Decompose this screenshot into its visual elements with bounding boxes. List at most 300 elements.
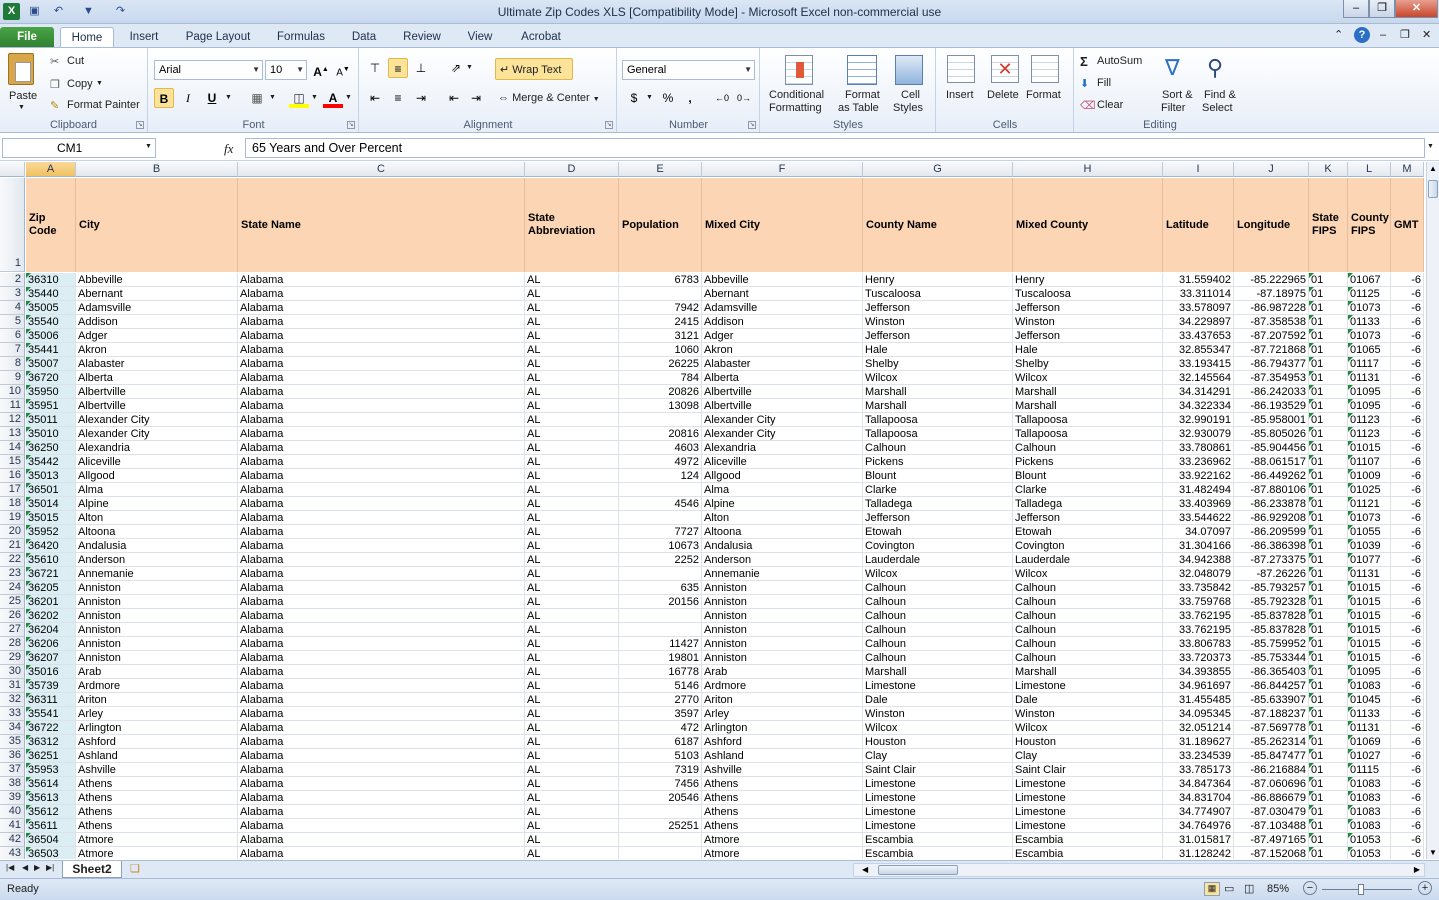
table-cell[interactable] — [863, 679, 1013, 693]
table-cell[interactable] — [525, 553, 619, 567]
table-cell[interactable] — [76, 581, 238, 595]
table-cell[interactable] — [1391, 609, 1424, 623]
find-select-icon[interactable]: ⚲ — [1207, 55, 1224, 80]
row-header[interactable]: 1 — [0, 178, 25, 272]
table-cell[interactable] — [26, 623, 76, 637]
table-cell[interactable] — [26, 777, 76, 791]
row-header[interactable]: 19 — [0, 511, 25, 525]
table-cell[interactable] — [26, 721, 76, 735]
table-cell[interactable] — [1309, 665, 1348, 679]
row-header[interactable]: 28 — [0, 637, 25, 651]
table-cell[interactable] — [1348, 595, 1391, 609]
table-cell[interactable] — [1163, 539, 1234, 553]
row-header[interactable]: 30 — [0, 665, 25, 679]
table-cell[interactable] — [1348, 371, 1391, 385]
table-cell[interactable] — [1013, 399, 1163, 413]
table-cell[interactable] — [702, 511, 863, 525]
tab-data[interactable]: Data — [351, 31, 377, 43]
table-cell[interactable] — [525, 679, 619, 693]
table-cell[interactable] — [238, 483, 525, 497]
zoom-in-icon[interactable]: + — [1418, 881, 1432, 895]
table-cell[interactable] — [1391, 581, 1424, 595]
table-cell[interactable] — [619, 469, 702, 483]
table-cell[interactable] — [238, 441, 525, 455]
table-cell[interactable] — [238, 511, 525, 525]
table-cell[interactable] — [1309, 553, 1348, 567]
table-cell[interactable] — [1234, 455, 1309, 469]
table-cell[interactable] — [1163, 273, 1234, 287]
table-cell[interactable] — [1348, 819, 1391, 833]
table-cell[interactable] — [1348, 777, 1391, 791]
table-cell[interactable] — [26, 483, 76, 497]
align-center-icon[interactable]: ≡ — [394, 91, 402, 105]
sheet-tab-sheet2[interactable]: Sheet2 — [62, 861, 122, 878]
table-cell[interactable] — [863, 553, 1013, 567]
copy-button[interactable]: Copy — [67, 78, 93, 90]
column-header[interactable]: H — [1013, 162, 1163, 177]
table-cell[interactable] — [238, 427, 525, 441]
table-cell[interactable] — [1013, 805, 1163, 819]
table-cell[interactable] — [1391, 553, 1424, 567]
table-cell[interactable] — [619, 763, 702, 777]
table-cell[interactable] — [1234, 609, 1309, 623]
table-cell[interactable] — [619, 413, 702, 427]
table-cell[interactable] — [863, 595, 1013, 609]
cell-styles-icon[interactable] — [895, 55, 923, 85]
table-cell[interactable] — [619, 483, 702, 497]
alignment-launcher-icon[interactable]: ↘ — [606, 122, 612, 128]
borders-dropdown-icon[interactable]: ▼ — [269, 94, 276, 101]
table-cell[interactable] — [863, 273, 1013, 287]
table-cell[interactable] — [525, 371, 619, 385]
table-cell[interactable] — [1391, 371, 1424, 385]
table-cell[interactable] — [26, 665, 76, 679]
table-cell[interactable] — [238, 413, 525, 427]
table-cell[interactable] — [76, 399, 238, 413]
table-cell[interactable] — [1391, 679, 1424, 693]
table-cell[interactable] — [702, 553, 863, 567]
restore-button[interactable]: ❐ — [1369, 0, 1395, 18]
table-cell[interactable] — [1013, 595, 1163, 609]
table-cell[interactable] — [238, 301, 525, 315]
copy-dropdown-icon[interactable]: ▼ — [96, 80, 103, 87]
table-cell[interactable] — [1234, 469, 1309, 483]
table-cell[interactable] — [1391, 763, 1424, 777]
table-cell[interactable] — [863, 441, 1013, 455]
table-cell[interactable] — [702, 693, 863, 707]
table-cell[interactable] — [1013, 777, 1163, 791]
table-cell[interactable] — [525, 833, 619, 847]
table-cell[interactable] — [1348, 315, 1391, 329]
table-cell[interactable] — [1163, 525, 1234, 539]
cut-button[interactable]: Cut — [67, 55, 85, 67]
row-header[interactable]: 20 — [0, 525, 25, 539]
table-cell[interactable] — [863, 805, 1013, 819]
table-cell[interactable] — [1309, 623, 1348, 637]
table-cell[interactable] — [1234, 525, 1309, 539]
table-cell[interactable] — [1163, 287, 1234, 301]
table-cell[interactable] — [26, 315, 76, 329]
table-cell[interactable] — [1013, 609, 1163, 623]
tab-view[interactable]: View — [467, 31, 493, 43]
row-header[interactable]: 21 — [0, 539, 25, 553]
table-cell[interactable] — [525, 343, 619, 357]
table-cell[interactable] — [26, 455, 76, 469]
table-cell[interactable] — [76, 385, 238, 399]
table-cell[interactable] — [1391, 623, 1424, 637]
table-cell[interactable] — [525, 567, 619, 581]
table-cell[interactable] — [238, 581, 525, 595]
delete-cells-icon[interactable]: ✕ — [991, 55, 1019, 83]
clear-icon[interactable]: ⌫ — [1080, 100, 1096, 112]
find-select-line1[interactable]: Find & — [1204, 89, 1236, 101]
merge-center-button[interactable] — [498, 92, 600, 104]
increase-indent-icon[interactable]: ⇥ — [470, 91, 482, 105]
table-cell[interactable] — [1348, 413, 1391, 427]
table-cell[interactable] — [619, 273, 702, 287]
table-cell[interactable] — [1391, 343, 1424, 357]
table-cell[interactable] — [1163, 567, 1234, 581]
table-cell[interactable] — [1391, 329, 1424, 343]
table-cell[interactable] — [1163, 343, 1234, 357]
row-header[interactable]: 42 — [0, 833, 25, 847]
table-cell[interactable] — [1309, 777, 1348, 791]
expand-formula-bar-icon[interactable]: ▼ — [1427, 143, 1434, 150]
table-cell[interactable] — [238, 497, 525, 511]
table-cell[interactable] — [619, 791, 702, 805]
table-cell[interactable] — [525, 581, 619, 595]
last-sheet-icon[interactable]: ▶| — [46, 863, 55, 872]
table-cell[interactable] — [1234, 819, 1309, 833]
table-cell[interactable] — [702, 371, 863, 385]
table-cell[interactable] — [619, 539, 702, 553]
table-cell[interactable] — [76, 455, 238, 469]
table-cell[interactable] — [1013, 707, 1163, 721]
tab-home[interactable]: Home — [60, 27, 114, 48]
column-header[interactable]: K — [1309, 162, 1348, 177]
table-cell[interactable] — [26, 273, 76, 287]
row-header[interactable]: 12 — [0, 413, 25, 427]
underline-button[interactable]: U — [207, 91, 217, 105]
table-cell[interactable] — [1391, 847, 1424, 859]
table-cell[interactable] — [1391, 567, 1424, 581]
table-cell[interactable] — [525, 749, 619, 763]
table-cell[interactable] — [863, 581, 1013, 595]
table-cell[interactable] — [1234, 791, 1309, 805]
table-cell[interactable] — [525, 497, 619, 511]
table-cell[interactable] — [26, 329, 76, 343]
italic-button[interactable]: I — [186, 91, 190, 105]
table-cell[interactable] — [1013, 441, 1163, 455]
table-cell[interactable] — [1348, 581, 1391, 595]
table-cell[interactable] — [863, 427, 1013, 441]
row-header[interactable]: 38 — [0, 777, 25, 791]
table-cell[interactable] — [1309, 707, 1348, 721]
table-cell[interactable] — [1391, 665, 1424, 679]
paste-icon[interactable] — [8, 53, 34, 85]
table-cell[interactable] — [1234, 427, 1309, 441]
table-cell[interactable] — [1348, 455, 1391, 469]
table-cell[interactable] — [1348, 329, 1391, 343]
workbook-minimize-button[interactable]: – — [1380, 29, 1387, 41]
find-select-line2[interactable]: Select — [1202, 102, 1233, 114]
table-cell[interactable] — [1013, 833, 1163, 847]
table-cell[interactable] — [1163, 791, 1234, 805]
header-cell[interactable]: Latitude — [1163, 178, 1234, 272]
table-cell[interactable] — [1013, 273, 1163, 287]
table-cell[interactable] — [26, 735, 76, 749]
table-cell[interactable] — [1348, 735, 1391, 749]
scroll-left-icon[interactable]: ◀ — [862, 865, 869, 874]
table-cell[interactable] — [863, 609, 1013, 623]
table-cell[interactable] — [76, 735, 238, 749]
horizontal-scrollbar[interactable] — [853, 863, 1425, 877]
table-cell[interactable] — [863, 637, 1013, 651]
table-cell[interactable] — [26, 301, 76, 315]
table-cell[interactable] — [619, 721, 702, 735]
table-cell[interactable] — [525, 315, 619, 329]
table-cell[interactable] — [1348, 385, 1391, 399]
row-header[interactable]: 36 — [0, 749, 25, 763]
scroll-right-icon[interactable]: ▶ — [1413, 865, 1420, 874]
save-icon[interactable]: ▣ — [29, 5, 40, 17]
autosum-button[interactable]: AutoSum — [1097, 55, 1143, 67]
table-cell[interactable] — [619, 595, 702, 609]
table-cell[interactable] — [1309, 273, 1348, 287]
table-cell[interactable] — [26, 581, 76, 595]
table-cell[interactable] — [525, 623, 619, 637]
table-cell[interactable] — [863, 693, 1013, 707]
tab-insert[interactable]: Insert — [129, 31, 159, 43]
table-cell[interactable] — [619, 777, 702, 791]
worksheet-grid[interactable] — [0, 162, 1426, 859]
column-header[interactable]: G — [863, 162, 1013, 177]
table-cell[interactable] — [702, 357, 863, 371]
orientation-dropdown-icon[interactable]: ▼ — [466, 64, 473, 71]
formula-input[interactable]: 65 Years and Over Percent — [245, 138, 1425, 158]
table-cell[interactable] — [238, 567, 525, 581]
table-cell[interactable] — [525, 805, 619, 819]
increase-decimal-icon[interactable]: ←0 — [714, 93, 729, 103]
column-header[interactable]: C — [238, 162, 525, 177]
table-cell[interactable] — [1309, 581, 1348, 595]
table-cell[interactable] — [1234, 357, 1309, 371]
table-cell[interactable] — [76, 301, 238, 315]
table-cell[interactable] — [76, 819, 238, 833]
table-cell[interactable] — [619, 525, 702, 539]
table-cell[interactable] — [1309, 651, 1348, 665]
header-cell[interactable]: State Abbreviation — [525, 178, 619, 272]
insert-function-icon[interactable]: fx — [224, 141, 234, 156]
row-header[interactable]: 40 — [0, 805, 25, 819]
table-cell[interactable] — [525, 483, 619, 497]
table-cell[interactable] — [1234, 581, 1309, 595]
table-cell[interactable] — [702, 581, 863, 595]
table-cell[interactable] — [863, 777, 1013, 791]
table-cell[interactable] — [26, 497, 76, 511]
table-cell[interactable] — [1391, 791, 1424, 805]
prev-sheet-icon[interactable]: ◀ — [22, 863, 29, 872]
table-cell[interactable] — [238, 287, 525, 301]
row-header[interactable]: 34 — [0, 721, 25, 735]
table-cell[interactable] — [1348, 539, 1391, 553]
number-format-select[interactable]: General ▼ — [622, 60, 755, 80]
table-cell[interactable] — [1163, 777, 1234, 791]
table-cell[interactable] — [619, 581, 702, 595]
table-cell[interactable] — [1234, 315, 1309, 329]
table-cell[interactable] — [26, 609, 76, 623]
table-cell[interactable] — [1391, 721, 1424, 735]
table-cell[interactable] — [1309, 819, 1348, 833]
conditional-formatting-icon[interactable] — [785, 55, 813, 85]
row-header[interactable]: 22 — [0, 553, 25, 567]
table-cell[interactable] — [525, 287, 619, 301]
fill-color-dropdown-icon[interactable]: ▼ — [311, 94, 318, 101]
format-painter-icon[interactable]: ✎ — [50, 100, 60, 112]
table-cell[interactable] — [863, 819, 1013, 833]
table-cell[interactable] — [238, 847, 525, 859]
table-cell[interactable] — [1013, 651, 1163, 665]
format-as-table-line1[interactable]: Format — [845, 89, 880, 101]
table-cell[interactable] — [76, 833, 238, 847]
table-cell[interactable] — [238, 777, 525, 791]
table-cell[interactable] — [863, 371, 1013, 385]
table-cell[interactable] — [619, 497, 702, 511]
table-cell[interactable] — [1348, 399, 1391, 413]
select-all-corner[interactable] — [0, 162, 25, 177]
table-cell[interactable] — [702, 791, 863, 805]
row-header[interactable]: 25 — [0, 595, 25, 609]
row-header[interactable]: 14 — [0, 441, 25, 455]
table-cell[interactable] — [238, 469, 525, 483]
table-cell[interactable] — [702, 609, 863, 623]
table-cell[interactable] — [863, 651, 1013, 665]
header-cell[interactable]: Mixed City — [702, 178, 863, 272]
table-cell[interactable] — [76, 343, 238, 357]
row-header[interactable]: 16 — [0, 469, 25, 483]
table-cell[interactable] — [1348, 707, 1391, 721]
table-cell[interactable] — [1234, 553, 1309, 567]
table-cell[interactable] — [1391, 315, 1424, 329]
table-cell[interactable] — [702, 665, 863, 679]
format-painter-button[interactable]: Format Painter — [67, 99, 140, 111]
table-cell[interactable] — [1234, 329, 1309, 343]
clipboard-launcher-icon[interactable]: ↘ — [137, 122, 143, 128]
table-cell[interactable] — [1013, 763, 1163, 777]
table-cell[interactable] — [1348, 693, 1391, 707]
table-cell[interactable] — [1348, 721, 1391, 735]
row-header[interactable]: 7 — [0, 343, 25, 357]
table-cell[interactable] — [702, 833, 863, 847]
table-cell[interactable] — [76, 469, 238, 483]
table-cell[interactable] — [1391, 413, 1424, 427]
table-cell[interactable] — [76, 665, 238, 679]
table-cell[interactable] — [1309, 539, 1348, 553]
clear-button[interactable]: Clear — [1097, 99, 1124, 111]
table-cell[interactable] — [26, 385, 76, 399]
table-cell[interactable] — [76, 371, 238, 385]
table-cell[interactable] — [1391, 707, 1424, 721]
table-cell[interactable] — [1234, 371, 1309, 385]
row-header[interactable]: 43 — [0, 847, 25, 859]
table-cell[interactable] — [1163, 805, 1234, 819]
decrease-decimal-icon[interactable]: 0→ — [736, 93, 751, 103]
table-cell[interactable] — [1348, 791, 1391, 805]
table-cell[interactable] — [76, 539, 238, 553]
table-cell[interactable] — [238, 623, 525, 637]
header-cell[interactable]: Zip Code — [26, 178, 76, 272]
table-cell[interactable] — [76, 553, 238, 567]
table-cell[interactable] — [76, 609, 238, 623]
table-cell[interactable] — [1309, 721, 1348, 735]
table-cell[interactable] — [238, 609, 525, 623]
table-cell[interactable] — [619, 693, 702, 707]
table-cell[interactable] — [619, 343, 702, 357]
table-cell[interactable] — [1391, 693, 1424, 707]
ribbon-minimize-icon[interactable]: ⌃ — [1334, 29, 1344, 41]
table-cell[interactable] — [1391, 749, 1424, 763]
table-cell[interactable] — [702, 413, 863, 427]
table-cell[interactable] — [863, 833, 1013, 847]
table-cell[interactable] — [26, 805, 76, 819]
font-size-select[interactable]: 10 ▼ — [265, 60, 307, 80]
table-cell[interactable] — [863, 763, 1013, 777]
table-cell[interactable] — [1391, 301, 1424, 315]
align-left-icon[interactable]: ⇤ — [369, 91, 381, 105]
table-cell[interactable] — [619, 623, 702, 637]
tab-acrobat[interactable]: Acrobat — [521, 31, 561, 43]
table-cell[interactable] — [525, 693, 619, 707]
table-cell[interactable] — [1013, 525, 1163, 539]
table-cell[interactable] — [702, 721, 863, 735]
table-cell[interactable] — [1163, 357, 1234, 371]
table-cell[interactable] — [76, 497, 238, 511]
table-cell[interactable] — [702, 623, 863, 637]
table-cell[interactable] — [238, 329, 525, 343]
table-cell[interactable] — [1348, 301, 1391, 315]
table-cell[interactable] — [26, 357, 76, 371]
table-cell[interactable] — [1163, 399, 1234, 413]
table-cell[interactable] — [1013, 721, 1163, 735]
conditional-formatting-line2[interactable]: Formatting — [769, 102, 822, 114]
table-cell[interactable] — [1391, 595, 1424, 609]
table-cell[interactable] — [26, 427, 76, 441]
table-cell[interactable] — [1309, 469, 1348, 483]
table-cell[interactable] — [1163, 637, 1234, 651]
table-cell[interactable] — [76, 357, 238, 371]
table-cell[interactable] — [1234, 637, 1309, 651]
header-cell[interactable]: State FIPS — [1309, 178, 1348, 272]
help-icon[interactable]: ? — [1354, 27, 1370, 43]
table-cell[interactable] — [1234, 735, 1309, 749]
table-cell[interactable] — [76, 679, 238, 693]
table-cell[interactable] — [863, 511, 1013, 525]
row-header[interactable]: 13 — [0, 427, 25, 441]
column-header[interactable]: E — [619, 162, 702, 177]
table-cell[interactable] — [1163, 329, 1234, 343]
table-cell[interactable] — [619, 735, 702, 749]
table-cell[interactable] — [1348, 749, 1391, 763]
table-cell[interactable] — [238, 749, 525, 763]
table-cell[interactable] — [238, 735, 525, 749]
tab-file[interactable]: File — [0, 27, 54, 48]
currency-dropdown-icon[interactable]: ▼ — [646, 94, 653, 101]
table-cell[interactable] — [525, 707, 619, 721]
table-cell[interactable] — [1309, 833, 1348, 847]
table-cell[interactable] — [1309, 511, 1348, 525]
table-cell[interactable] — [702, 273, 863, 287]
table-cell[interactable] — [1013, 357, 1163, 371]
